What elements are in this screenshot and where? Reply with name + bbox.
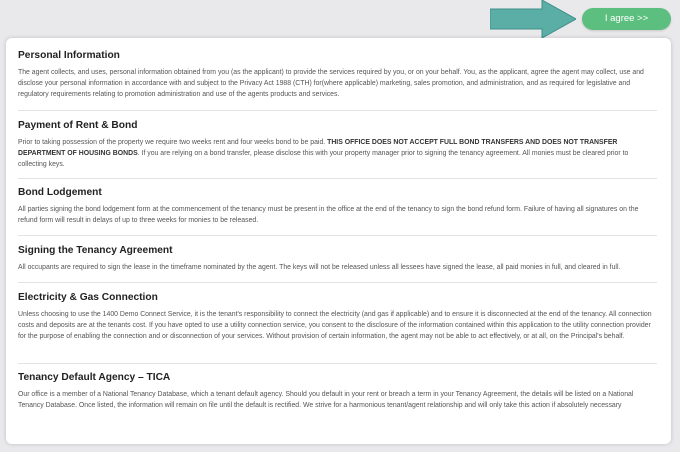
right-arrow-icon — [490, 0, 576, 38]
section-body: All occupants are required to sign the lease in the timeframe nominated by the agent. The keys will not be released unless all lessees have signed the lease, all paid monies in full, and cleared in full. — [18, 264, 621, 271]
section-signing-the-tenancy-agreement — [18, 245, 657, 273]
section-body-bold: THIS OFFICE DOES NOT ACCEPT FULL BOND TRANSFERS AND DOES NOT TRANSFER DEPARTMENT OF HOUSING BONDS — [18, 139, 618, 158]
section-title: Payment of Rent & Bond — [18, 120, 138, 131]
divider — [18, 178, 657, 179]
section-personal-information — [18, 50, 657, 101]
section-title: Electricity & Gas Connection — [18, 292, 158, 303]
section-body — [18, 137, 657, 171]
section-body: The agent collects, and uses, personal information obtained from you (as the applicant) to provide the services required by you, or on your behalf. You, as the applicant, agree the agent may collect, use and disclose your personal information in accordance with and subject to the Privacy Act 1988 (CTH) for(where applicable) marketing, sales promotion, and administration, and as required for legislative and regulatory requirements relating to promotion administration and use of the agents products and services. — [18, 69, 644, 99]
section-body: Our office is a member of a National Tenancy Database, which a tenant default agency. Should you default in your rent or breach a term in your Tenancy Agreement, the details will be listed on a National Tenancy Database. Once listed, the information will remain on file until the default is rectified. We strive for a harmonious tenant/agent relationship and will only take this action if absolutely necessary — [18, 391, 634, 410]
divider — [18, 363, 657, 364]
section-tenancy-default-agency — [18, 372, 657, 411]
section-electricity-and-gas-connection — [18, 292, 657, 343]
section-body: Unless choosing to use the 1400 Demo Connect Service, it is the tenant's responsibility to connect the electricity (and gas if applicable) and to ensure it is disconnected at the end of the tenancy. All connection costs and deposits are at the tenants cost. If you have opted to use a utility connection service, you consent to the disclosure of the information contained within this application to the utility connection provider for the purpose of enabling the connection and or disconnection of your services. Without provision of certain information, the agent may not be able to act effectively, or at all, on the Principal's behalf. — [18, 311, 652, 341]
section-body: All parties signing the bond lodgement form at the commencement of the tenancy must be present in the office at the end of the tenancy to sign the bond refund form. Failure of having all signatures on the refund form will result in delays of up to three weeks for monies to be released. — [18, 206, 639, 225]
divider — [18, 282, 657, 283]
section-body-text: . If you are relying on a bond transfer, please disclose this with your property manager prior to signing the tenancy agreement. All monies must be cleared prior to collecting keys. — [18, 150, 629, 169]
section-title: Personal Information — [18, 50, 120, 61]
section-body-text: Prior to taking possession of the property we require two weeks rent and four weeks bond to be paid. — [18, 139, 328, 146]
agree-button[interactable]: I agree >> — [582, 8, 671, 30]
section-title: Signing the Tenancy Agreement — [18, 245, 173, 256]
divider — [18, 235, 657, 236]
section-bond-lodgement — [18, 187, 657, 226]
divider — [18, 110, 657, 111]
terms-card — [6, 38, 671, 444]
section-title: Tenancy Default Agency – TICA — [18, 372, 171, 383]
section-title: Bond Lodgement — [18, 187, 102, 198]
section-payment-of-rent-and-bond — [18, 120, 657, 171]
